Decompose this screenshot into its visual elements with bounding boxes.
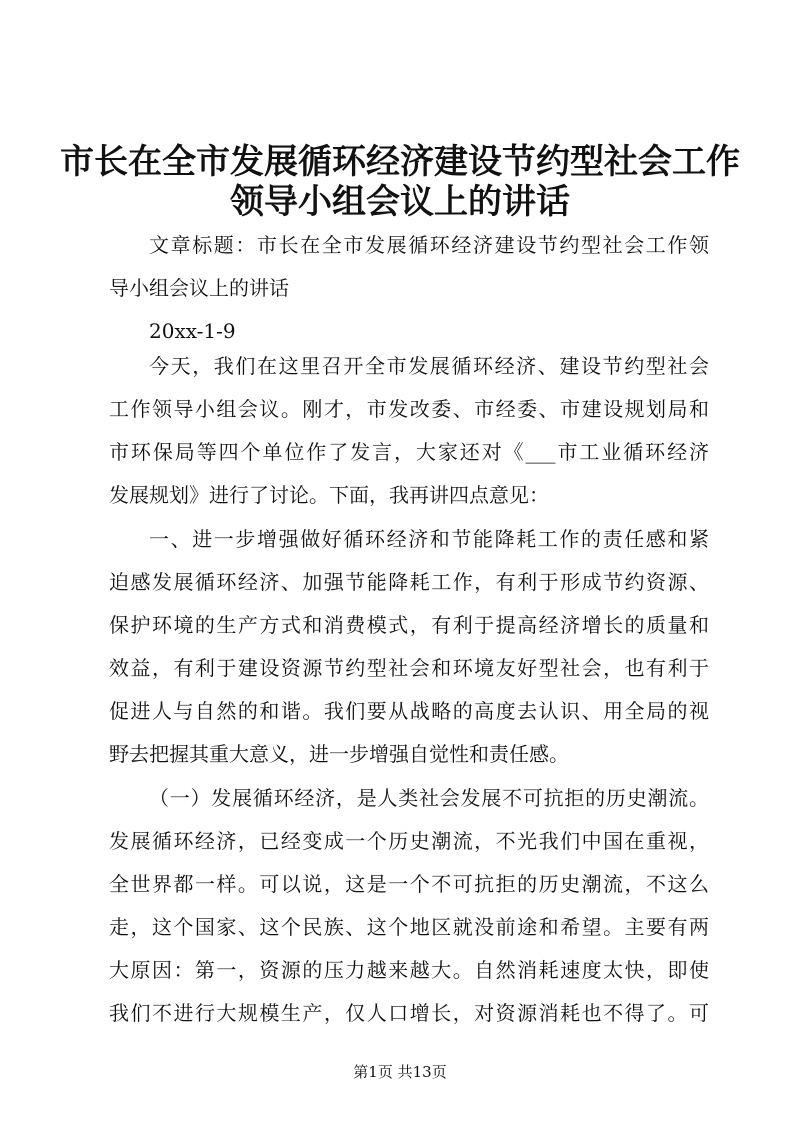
body-line-5: 工作领导小组会议。刚才，市发改委、市经委、市建设规划局和	[109, 397, 709, 421]
body-line-8: 一、进一步增强做好循环经济和节能降耗工作的责任感和紧	[149, 527, 709, 551]
body-line-6: 市环保局等四个单位作了发言，大家还对《___市工业循环经济	[109, 440, 709, 464]
document-title-line-2: 领导小组会议上的讲话	[230, 182, 570, 222]
body-line-15: 发展循环经济，已经变成一个历史潮流，不光我们中国在重视，	[109, 829, 709, 853]
document-title-line-1: 市长在全市发展循环经济建设节约型社会工作	[60, 142, 740, 182]
body-line-7: 发展规划》进行了讨论。下面，我再讲四点意见：	[109, 483, 549, 507]
body-line-date: 20xx-1-9	[149, 319, 236, 343]
body-line-19: 我们不进行大规模生产，仅人口增长，对资源消耗也不得了。可	[109, 1001, 709, 1025]
page-number-footer: 第1页 共13页	[353, 1063, 447, 1081]
body-line-17: 走，这个国家、这个民族、这个地区就没前途和希望。主要有两	[109, 915, 709, 939]
body-line-2: 导小组会议上的讲话	[109, 276, 289, 300]
body-line-12: 促进人与自然的和谐。我们要从战略的高度去认识、用全局的视	[109, 699, 709, 723]
body-line-18: 大原因：第一，资源的压力越来越大。自然消耗速度太快，即使	[109, 958, 709, 982]
body-line-13: 野去把握其重大意义，进一步增强自觉性和责任感。	[109, 742, 569, 766]
body-line-11: 效益，有利于建设资源节约型社会和环境友好型社会，也有利于	[109, 656, 709, 680]
body-line-14: （一）发展循环经济，是人类社会发展不可抗拒的历史潮流。	[149, 786, 709, 810]
body-line-10: 保护环境的生产方式和消费模式，有利于提高经济增长的质量和	[109, 613, 709, 637]
body-line-4: 今天，我们在这里召开全市发展循环经济、建设节约型社会	[149, 354, 709, 378]
body-line-16: 全世界都一样。可以说，这是一个不可抗拒的历史潮流，不这么	[109, 872, 709, 896]
body-line-9: 迫感发展循环经济、加强节能降耗工作，有利于形成节约资源、	[109, 570, 709, 594]
body-line-1: 文章标题：市长在全市发展循环经济建设节约型社会工作领	[149, 233, 709, 257]
